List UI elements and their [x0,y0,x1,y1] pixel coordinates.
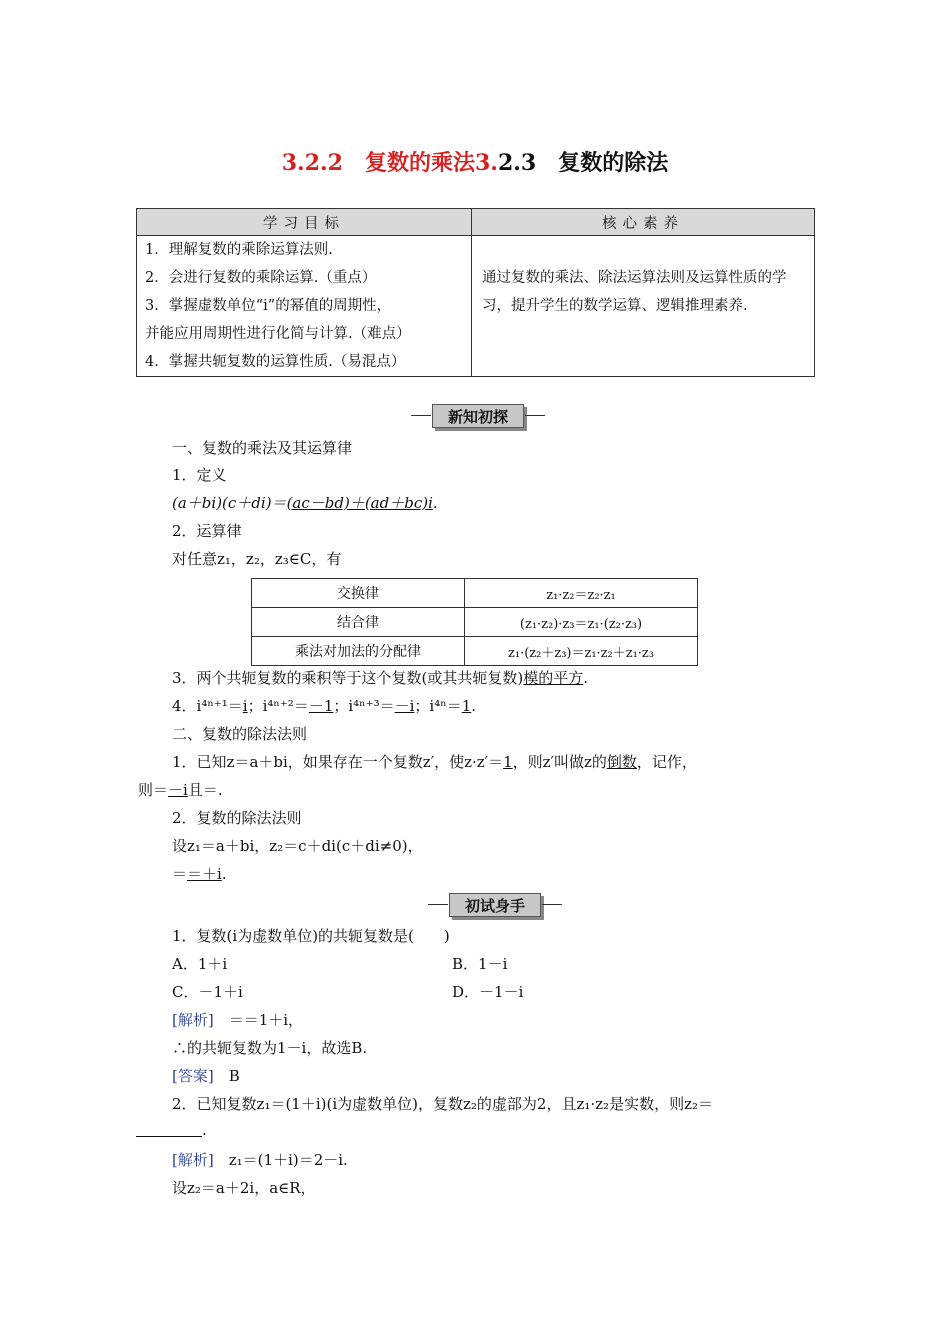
q2-set: 设z₂＝a＋2i，a∈R， [172,1179,316,1197]
q2-analysis [172,1149,348,1170]
page-title [0,146,950,177]
item4-p2: ；i⁴ⁿ⁺²＝ [247,697,309,715]
item4-prefix: 4． [172,697,197,715]
q2-line2-end: . [202,1121,207,1139]
option-c: C．－1＋i [172,983,243,1001]
q2-analysis-text: z₁＝(1＋i)＝2－i. [228,1151,348,1169]
item4-a1: i [242,697,248,715]
item4-end: . [471,697,477,715]
div2-result-ans: ＝＋i [187,865,222,883]
law-formula: z₁·(z₂＋z₃)＝z₁·z₂＋z₁·z₃ [465,637,698,666]
div1-ans1: 1 [503,753,513,771]
div1-ans2: 倒数 [606,753,637,771]
section-banner-new-knowledge: 新知初探 [432,404,524,428]
div1-line2-b: 且＝. [187,781,223,799]
analysis-label: [解析] [172,1011,214,1029]
item-laws: 2．运算律 [172,522,242,540]
formula-end: . [432,494,438,512]
title-black-part: 2.3 复数的除法 [497,150,669,176]
analysis-label: [解析] [172,1151,214,1169]
div1-line2-a: 则＝ [138,781,169,799]
core-cell [472,236,815,377]
law-formula: (z₁·z₂)·z₃＝z₁·(z₂·z₃) [465,608,698,637]
goals-table [136,208,815,377]
div1-a: 1．已知z＝a＋bi，如果存在一个复数z′，使z·z′＝ [172,753,504,771]
goals-cell [137,236,472,377]
item4-a3: －i [394,697,415,715]
q1-answer-value: B [228,1067,240,1085]
title-red-part: 3.2.2 复数的乘法3. [281,150,498,176]
q1-answer [172,1065,240,1086]
law-name: 结合律 [252,608,465,637]
division-reciprocal-line2 [138,779,223,800]
item-definition: 1．定义 [172,466,227,484]
item4-a4: 1 [461,697,472,715]
formula-left: (a＋bi)(c＋di)＝ [172,494,287,512]
item4-p4: ；i⁴ⁿ＝ [414,697,462,715]
goal-item: 2．会进行复数的乘除运算.（重点） [145,270,377,286]
div1-b: ，则z′叫做z的 [512,753,607,771]
item4-p1: i⁴ⁿ⁺¹＝ [196,697,243,715]
div2-result-a: ＝ [172,865,188,883]
core-header: 核心素养 [472,209,815,236]
q1-analysis [172,1009,303,1030]
item-i-powers [172,695,476,716]
division-rule-title: 2．复数的除法法则 [172,809,302,827]
heading-multiplication: 一、复数的乘法及其运算律 [172,439,353,457]
item4-p3: ；i⁴ⁿ⁺³＝ [333,697,395,715]
heading-division: 二、复数的除法法则 [172,725,308,743]
core-text: 通过复数的乘法、除法运算法则及运算性质的学习，提升学生的数学运算、逻辑推理素养. [482,270,787,314]
laws-table [251,578,698,666]
formula-multiplication [172,492,438,513]
any-text: 对任意z₁，z₂，z₃∈C，有 [172,550,342,568]
division-rule-result [172,863,227,884]
question-2-line2 [136,1121,207,1139]
q1-therefore: ∴的共轭复数为1－i，故选B. [172,1039,368,1057]
goal-item: 4．掌握共轭复数的运算性质.（易混点） [145,354,406,370]
answer-label: [答案] [172,1067,214,1085]
law-name: 交换律 [252,579,465,608]
table-row [252,608,698,637]
goal-item: 并能应用周期性进行化简与计算.（难点） [145,326,411,342]
div2-result-end: . [221,865,227,883]
item3-text: 3．两个共轭复数的乘积等于这个复数(或其共轭复数) [172,669,524,687]
division-reciprocal [172,751,697,772]
table-row [252,579,698,608]
goals-header: 学习目标 [137,209,472,236]
item-conjugate-product [172,667,588,688]
law-formula: z₁·z₂＝z₂·z₁ [465,579,698,608]
item4-a2: －1 [308,697,334,715]
item3-end: . [583,669,589,687]
div1-line2-ans: －i [168,781,188,799]
question-2: 2．已知复数z₁＝(1＋i)(i为虚数单位)，复数z₂的虚部为2，且z₁·z₂是实数，则z₂＝ [172,1095,713,1113]
q1-analysis-text: ＝＝1＋i， [213,1011,304,1029]
option-d: D．－1－i [452,983,524,1001]
goal-item: 3．掌握虚数单位“i”的幂值的周期性， [145,298,392,314]
div1-c: ，记作， [636,753,697,771]
division-rule-set: 设z₁＝a＋bi，z₂＝c＋di(c＋di≠0)， [172,837,423,855]
table-row [252,637,698,666]
section-banner-first-try: 初试身手 [449,893,541,917]
answer-blank [136,1122,202,1137]
goal-item: 1．理解复数的乘除运算法则. [145,242,333,258]
option-a: A．1＋i [172,955,228,973]
option-b: B．1－i [452,955,508,973]
question-1: 1．复数(i为虚数单位)的共轭复数是( ) [172,927,450,945]
formula-answer: (ac－bd)＋(ad＋bc)i [286,494,433,512]
law-name: 乘法对加法的分配律 [252,637,465,666]
item3-answer: 模的平方 [523,669,584,687]
